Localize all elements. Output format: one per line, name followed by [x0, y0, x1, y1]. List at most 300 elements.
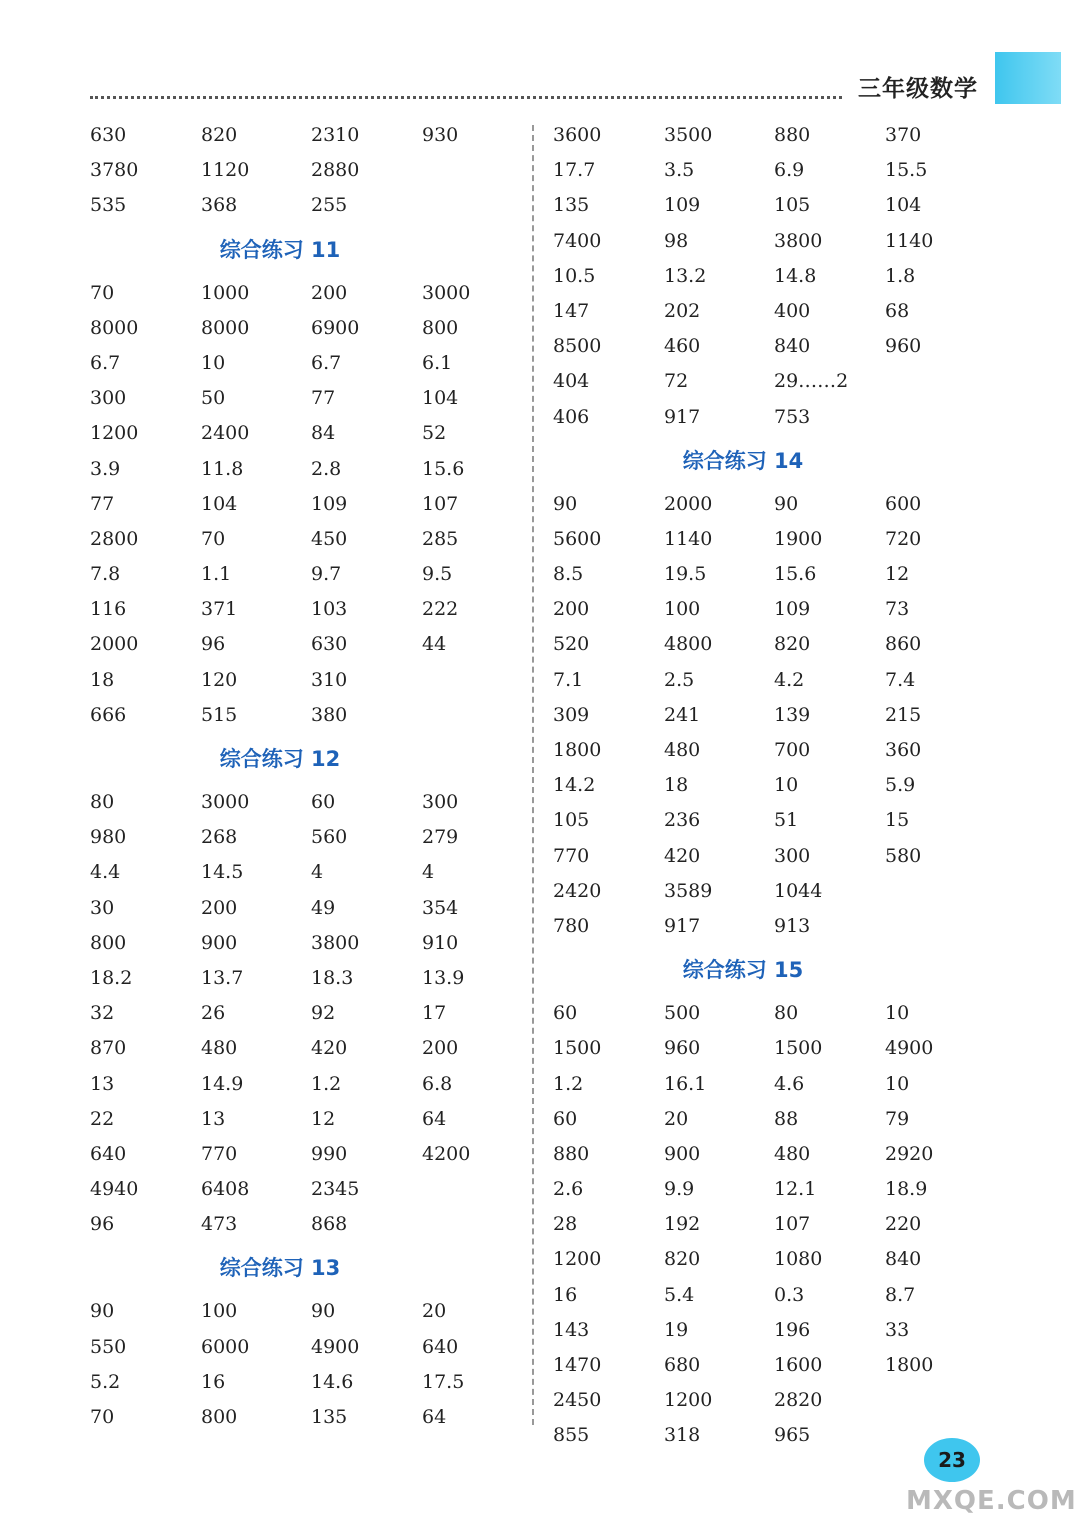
answer-row	[553, 259, 973, 294]
answer-row	[90, 663, 510, 698]
answer-row	[90, 785, 510, 820]
answer-value: 880	[774, 124, 811, 146]
answer-row	[90, 592, 510, 627]
answer-value: 17	[422, 1002, 447, 1025]
answer-value: 135	[311, 1406, 348, 1428]
answer-value: 6000	[201, 1335, 250, 1358]
answer-value: 1.8	[885, 264, 916, 287]
answer-value: 236	[664, 809, 701, 832]
answer-value: 98	[664, 229, 689, 252]
answer-value: 4940	[90, 1178, 139, 1201]
answer-value: 90	[774, 492, 799, 515]
answer-value: 990	[311, 1142, 348, 1165]
answer-value: 4.6	[774, 1072, 805, 1095]
answer-value: 1470	[553, 1354, 602, 1376]
answer-value: 200	[553, 598, 590, 621]
answer-value: 3589	[664, 879, 713, 902]
answer-row	[553, 768, 973, 803]
answer-row	[90, 118, 510, 153]
answer-value: 116	[90, 598, 127, 621]
answer-value: 15.5	[885, 159, 928, 182]
answer-value: 2000	[90, 633, 139, 656]
answer-value: 1200	[90, 422, 139, 445]
answer-row	[90, 1330, 510, 1365]
answer-value: 14.9	[201, 1072, 244, 1095]
answer-value: 1900	[774, 527, 823, 550]
answer-value: 2.6	[553, 1178, 584, 1201]
answer-value: 7.4	[885, 668, 916, 691]
answer-value: 1140	[885, 229, 934, 252]
answer-value: 6.8	[422, 1072, 453, 1095]
answer-value: 580	[885, 844, 922, 867]
answer-value: 29……2	[774, 370, 849, 393]
answer-value: 965	[774, 1424, 811, 1447]
answer-row	[553, 1102, 973, 1137]
answer-value: 19	[664, 1318, 689, 1341]
answer-value: 13	[201, 1107, 226, 1130]
answer-row	[90, 522, 510, 557]
answer-value: 1200	[553, 1248, 602, 1271]
answer-row	[553, 874, 973, 909]
answer-value: 870	[90, 1037, 127, 1060]
answer-value: 770	[553, 844, 590, 867]
answer-row	[553, 329, 973, 364]
section-title: 综合练习 12	[219, 747, 341, 771]
answer-value: 10	[885, 1072, 910, 1095]
answer-value	[885, 400, 973, 435]
answer-value: 630	[90, 124, 127, 146]
answer-value: 820	[774, 633, 811, 656]
answer-value: 103	[311, 598, 348, 621]
answer-value: 404	[553, 370, 590, 393]
answer-value: 9.5	[422, 563, 453, 586]
answer-value: 73	[885, 598, 910, 621]
answer-row	[553, 1348, 973, 1383]
answer-value: 15	[885, 809, 910, 832]
answer-value: 279	[422, 826, 459, 849]
answer-value: 10	[201, 351, 226, 374]
answer-row	[90, 1067, 510, 1102]
answer-row	[553, 839, 973, 874]
answer-value: 96	[90, 1213, 115, 1236]
answer-row	[90, 153, 510, 188]
answer-value: 64	[422, 1107, 447, 1130]
answer-value: 13.2	[664, 264, 707, 287]
answer-value: 5.2	[90, 1370, 121, 1393]
answer-value: 500	[664, 1002, 701, 1025]
answer-row	[553, 487, 973, 522]
answer-value: 1600	[774, 1354, 823, 1376]
answer-value: 18.3	[311, 966, 354, 989]
answer-value	[422, 1207, 510, 1242]
answer-value: 49	[311, 896, 336, 919]
answer-value: 473	[201, 1213, 238, 1236]
answer-value: 15.6	[422, 457, 465, 480]
answer-value: 560	[311, 826, 348, 849]
answer-value: 370	[885, 124, 922, 146]
answer-row	[90, 452, 510, 487]
answer-value: 3.9	[90, 457, 121, 480]
answer-value: 109	[774, 598, 811, 621]
answer-value: 1.2	[311, 1072, 342, 1095]
answer-value: 104	[885, 194, 922, 217]
answer-value: 868	[311, 1213, 348, 1236]
answer-value: 1120	[201, 159, 250, 182]
answer-value: 480	[664, 739, 701, 761]
answer-column-right	[553, 118, 973, 1454]
answer-row	[90, 416, 510, 451]
answer-value: 220	[885, 1213, 922, 1236]
answer-value: 5.9	[885, 774, 916, 797]
answer-value: 4.2	[774, 668, 805, 691]
answer-value: 28	[553, 1213, 578, 1236]
answer-value: 1800	[553, 739, 602, 761]
answer-value: 3800	[311, 931, 360, 954]
answer-value: 50	[201, 387, 226, 410]
answer-value: 104	[422, 387, 459, 410]
answer-row	[553, 663, 973, 698]
answer-value: 4900	[885, 1037, 934, 1060]
answer-value: 2000	[664, 492, 713, 515]
answer-value: 640	[90, 1142, 127, 1165]
answer-row	[553, 996, 973, 1031]
answer-value: 406	[553, 405, 590, 428]
answer-row	[90, 926, 510, 961]
answer-value: 420	[664, 844, 701, 867]
answer-value: 2345	[311, 1178, 360, 1201]
answer-value: 202	[664, 299, 701, 322]
answer-value: 70	[90, 1406, 115, 1428]
answer-value: 19.5	[664, 563, 707, 586]
answer-value: 5600	[553, 527, 602, 550]
answer-value: 318	[664, 1424, 701, 1447]
answer-value: 18	[664, 774, 689, 797]
answer-row	[553, 909, 973, 944]
answer-row	[553, 1313, 973, 1348]
answer-value: 196	[774, 1318, 811, 1341]
answer-value: 770	[201, 1142, 238, 1165]
answer-value: 2.5	[664, 668, 695, 691]
answer-value: 1.1	[201, 563, 232, 586]
answer-value: 354	[422, 896, 459, 919]
answer-value: 2310	[311, 124, 360, 146]
answer-value: 80	[90, 791, 115, 813]
answer-value: 109	[664, 194, 701, 217]
answer-value: 107	[774, 1213, 811, 1236]
answer-value: 1500	[774, 1037, 823, 1060]
answer-value: 4	[422, 861, 435, 884]
answer-row	[90, 1400, 510, 1435]
answer-value: 139	[774, 703, 811, 726]
watermark: MXQE.COM	[906, 1486, 1077, 1516]
answer-value: 92	[311, 1002, 336, 1025]
answer-value: 300	[774, 844, 811, 867]
answer-value: 917	[664, 914, 701, 937]
answer-value: 8000	[201, 316, 250, 339]
answer-value: 780	[553, 914, 590, 937]
answer-value: 9.7	[311, 563, 342, 586]
answer-row	[553, 1172, 973, 1207]
answer-row	[90, 557, 510, 592]
answer-value: 820	[201, 124, 238, 146]
answer-value: 18.9	[885, 1178, 928, 1201]
answer-value: 107	[422, 492, 459, 515]
answer-value: 60	[553, 1107, 578, 1130]
answer-value: 15.6	[774, 563, 817, 586]
answer-value: 14.8	[774, 264, 817, 287]
answer-value: 14.2	[553, 774, 596, 797]
answer-value: 16	[201, 1370, 226, 1393]
answer-value: 680	[664, 1354, 701, 1376]
answer-value: 88	[774, 1107, 799, 1130]
answer-value: 90	[311, 1300, 336, 1323]
answer-value: 400	[774, 299, 811, 322]
answer-row	[90, 961, 510, 996]
answer-value: 51	[774, 809, 799, 832]
answer-value: 10	[774, 774, 799, 797]
answer-value: 14.5	[201, 861, 244, 884]
answer-value: 7.1	[553, 668, 584, 691]
answer-value: 285	[422, 527, 459, 550]
answer-value: 900	[664, 1142, 701, 1165]
answer-row	[90, 820, 510, 855]
answer-value	[422, 1172, 510, 1207]
answer-value: 2450	[553, 1389, 602, 1412]
header-dotted-rule	[90, 96, 842, 99]
answer-value: 2920	[885, 1142, 934, 1165]
answer-value: 3500	[664, 124, 713, 146]
answer-value: 420	[311, 1037, 348, 1060]
answer-row	[553, 733, 973, 768]
answer-row	[553, 698, 973, 733]
answer-value: 930	[422, 124, 459, 146]
answer-value: 70	[90, 281, 115, 304]
answer-value: 6.7	[90, 351, 121, 374]
answer-value	[885, 364, 973, 399]
answer-value: 70	[201, 527, 226, 550]
answer-value: 2400	[201, 422, 250, 445]
answer-value: 44	[422, 633, 447, 656]
answer-value: 84	[311, 422, 336, 445]
header-color-tab	[995, 52, 1061, 104]
answer-row	[90, 996, 510, 1031]
answer-value: 12	[885, 563, 910, 586]
answer-value: 147	[553, 299, 590, 322]
answer-value: 0.3	[774, 1283, 805, 1306]
answer-value: 7.8	[90, 563, 121, 586]
answer-value: 3800	[774, 229, 823, 252]
answer-row	[90, 1031, 510, 1066]
answer-value: 800	[201, 1406, 238, 1428]
answer-row	[553, 188, 973, 223]
answer-value: 720	[885, 527, 922, 550]
answer-value: 20	[664, 1107, 689, 1130]
answer-row	[90, 1137, 510, 1172]
answer-value: 12.1	[774, 1178, 817, 1201]
answer-column-left	[90, 118, 510, 1435]
answer-value: 241	[664, 703, 701, 726]
answer-row	[553, 627, 973, 662]
answer-value: 480	[774, 1142, 811, 1165]
answer-value: 960	[885, 335, 922, 358]
answer-value: 16.1	[664, 1072, 707, 1095]
answer-value: 13.9	[422, 966, 465, 989]
answer-value: 215	[885, 703, 922, 726]
answer-row	[553, 118, 973, 153]
answer-value: 630	[311, 633, 348, 656]
answer-value: 600	[885, 492, 922, 515]
answer-value: 68	[885, 299, 910, 322]
answer-value: 800	[422, 316, 459, 339]
answer-row	[90, 855, 510, 890]
answer-value: 4900	[311, 1335, 360, 1358]
answer-value: 255	[311, 194, 348, 217]
answer-value: 14.6	[311, 1370, 354, 1393]
answer-value: 800	[90, 931, 127, 954]
answer-value: 30	[90, 896, 115, 919]
column-divider	[532, 125, 534, 1425]
answer-value: 980	[90, 826, 127, 849]
answer-value: 6.7	[311, 351, 342, 374]
answer-row	[90, 311, 510, 346]
answer-value: 222	[422, 598, 459, 621]
answer-value: 360	[885, 739, 922, 761]
answer-value: 100	[664, 598, 701, 621]
answer-value: 371	[201, 598, 238, 621]
answer-row	[553, 364, 973, 399]
answer-value: 1140	[664, 527, 713, 550]
answer-value: 60	[553, 1002, 578, 1025]
answer-value: 143	[553, 1318, 590, 1341]
answer-row	[90, 1294, 510, 1329]
answer-row	[553, 400, 973, 435]
answer-value: 96	[201, 633, 226, 656]
section-title: 综合练习 15	[682, 958, 804, 983]
answer-row	[553, 803, 973, 838]
answer-value: 10	[885, 1002, 910, 1025]
answer-value: 917	[664, 405, 701, 428]
answer-value: 104	[201, 492, 238, 515]
answer-value: 640	[422, 1335, 459, 1358]
answer-value: 100	[201, 1300, 238, 1323]
answer-value: 6408	[201, 1178, 250, 1201]
answer-row	[553, 1137, 973, 1172]
answer-value: 33	[885, 1318, 910, 1341]
answer-value: 2820	[774, 1389, 823, 1412]
answer-value: 17.7	[553, 159, 596, 182]
answer-value: 80	[774, 1002, 799, 1025]
answer-value: 700	[774, 739, 811, 761]
answer-row	[553, 294, 973, 329]
answer-value: 855	[553, 1424, 590, 1447]
answer-row	[553, 1067, 973, 1102]
answer-value: 105	[774, 194, 811, 217]
answer-value: 26	[201, 1002, 226, 1025]
answer-row	[90, 891, 510, 926]
answer-value: 8000	[90, 316, 139, 339]
answer-row	[553, 153, 973, 188]
answer-row	[90, 487, 510, 522]
answer-row	[90, 1172, 510, 1207]
answer-row	[553, 1418, 973, 1453]
answer-value: 535	[90, 194, 127, 217]
answer-value: 380	[311, 703, 348, 726]
answer-row	[90, 276, 510, 311]
answer-value: 12	[311, 1107, 336, 1130]
answer-value: 450	[311, 527, 348, 550]
answer-value: 77	[311, 387, 336, 410]
answer-value: 3000	[201, 791, 250, 813]
answer-value: 22	[90, 1107, 115, 1130]
answer-value: 32	[90, 1002, 115, 1025]
answer-value: 18.2	[90, 966, 133, 989]
answer-value: 310	[311, 668, 348, 691]
answer-value: 1200	[664, 1389, 713, 1412]
answer-value: 79	[885, 1107, 910, 1130]
answer-value: 1044	[774, 879, 823, 902]
answer-row	[90, 698, 510, 733]
answer-value	[422, 188, 510, 223]
answer-row	[553, 1207, 973, 1242]
answer-row	[90, 1365, 510, 1400]
answer-row	[90, 346, 510, 381]
answer-value: 200	[422, 1037, 459, 1060]
answer-value: 3.5	[664, 159, 695, 182]
answer-value: 10.5	[553, 264, 596, 287]
answer-row	[553, 1031, 973, 1066]
answer-value: 550	[90, 1335, 127, 1358]
answer-value	[885, 874, 973, 909]
answer-value: 960	[664, 1037, 701, 1060]
answer-value: 860	[885, 633, 922, 656]
answer-value: 18	[90, 668, 115, 691]
answer-row	[553, 1383, 973, 1418]
answer-value: 6900	[311, 316, 360, 339]
answer-value: 60	[311, 791, 336, 813]
answer-value: 2800	[90, 527, 139, 550]
answer-value	[422, 698, 510, 733]
answer-value	[885, 1383, 973, 1418]
section-title: 综合练习 14	[682, 448, 804, 473]
answer-value: 460	[664, 335, 701, 358]
answer-value: 4800	[664, 633, 713, 656]
answer-value	[422, 663, 510, 698]
answer-value: 913	[774, 914, 811, 937]
answer-value: 309	[553, 703, 590, 726]
answer-value: 3780	[90, 159, 139, 182]
answer-value: 1000	[201, 281, 250, 304]
answer-value: 8.7	[885, 1283, 916, 1306]
section-title: 综合练习 11	[219, 237, 341, 262]
answer-value: 520	[553, 633, 590, 656]
answer-value: 16	[553, 1283, 578, 1306]
answer-value: 6.1	[422, 351, 453, 374]
answer-value: 1.2	[553, 1072, 584, 1095]
answer-row	[90, 1207, 510, 1242]
answer-value	[885, 909, 973, 944]
page-number-badge: 23	[924, 1438, 980, 1482]
answer-value	[422, 153, 510, 188]
answer-value: 300	[90, 387, 127, 410]
answer-value: 3000	[422, 281, 471, 304]
answer-value: 1800	[885, 1354, 934, 1376]
answer-row	[90, 627, 510, 662]
answer-row	[553, 1242, 973, 1277]
answer-value: 840	[774, 335, 811, 358]
answer-value: 2.8	[311, 457, 342, 480]
answer-value: 200	[201, 896, 238, 919]
answer-value: 480	[201, 1037, 238, 1060]
